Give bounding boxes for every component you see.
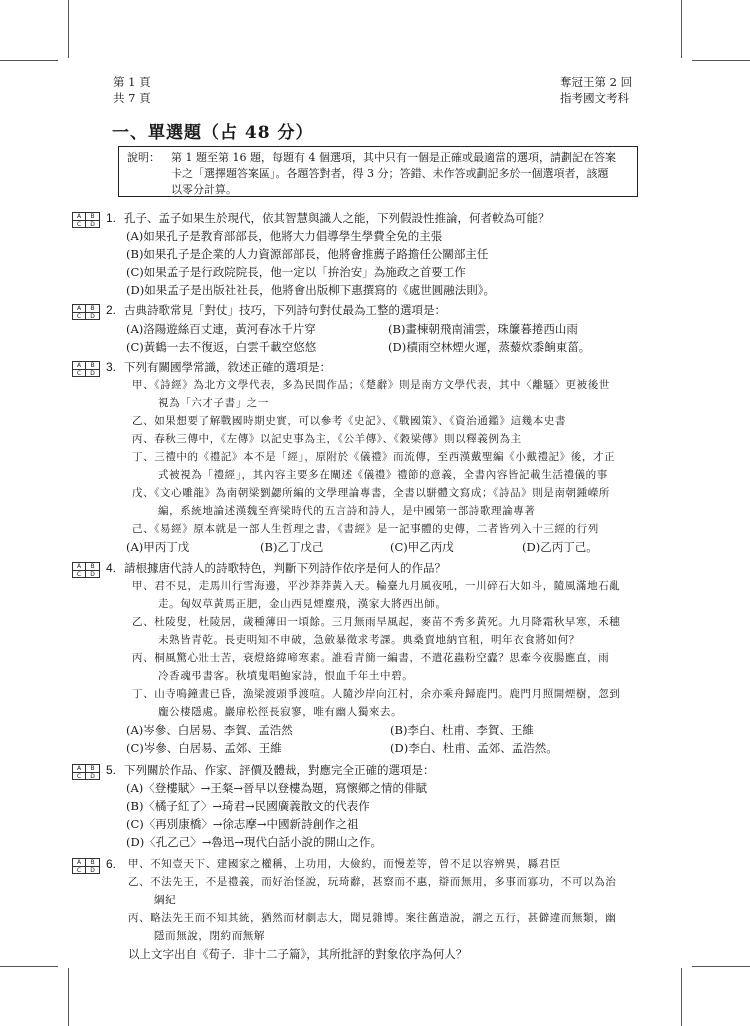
crop-mark [0, 60, 58, 61]
crop-mark [0, 966, 58, 967]
option-a[interactable]: (A)岑參、白居易、李賀、孟浩然 [126, 723, 293, 737]
option-d[interactable]: (D)如果孟子是出版社社長，他將會出版柳下惠撰寫的《處世圓融法則》。 [126, 283, 495, 297]
crop-mark [692, 966, 750, 967]
option-d[interactable]: (D)積雨空林煙火遲，蒸藜炊黍餉東菑。 [388, 340, 591, 354]
option-b[interactable]: (B)李白、杜甫、李賀、王維 [390, 723, 534, 737]
option-a[interactable]: (A)甲丙丁戊 [126, 540, 190, 554]
question-number: 2. [106, 303, 117, 317]
passage-line: 甲、不知壹天下、建國家之權稱，上功用，大儉約，而慢差等，曾不足以容辨異，縣君臣 [128, 858, 561, 870]
passage-line: 戊、《文心雕龍》為南朝梁劉勰所編的文學理論專書，全書以駢體文寫成；《詩品》則是南朝鍾嶸所 [132, 487, 610, 499]
crop-mark [681, 0, 682, 58]
option-d[interactable]: (D)〈孔乙己〉→魯迅→現代白話小說的開山之作。 [126, 835, 382, 849]
option-b[interactable]: (B)乙丁戊己 [260, 540, 324, 554]
option-d[interactable]: (D)乙丙丁己。 [522, 540, 598, 554]
question-stem: 下列有關國學常識，敘述正確的選項是： [124, 360, 331, 374]
answer-bubble-box[interactable]: A B C D [72, 764, 100, 780]
question-stem: 下列關於作品、作家、評價及體裁，對應完全正確的選項是： [124, 763, 435, 777]
option-a[interactable]: (A)〈登樓賦〉→王粲→晉早以登樓為題，寫懷鄉之情的俳賦 [126, 781, 428, 795]
instructions-box [118, 146, 638, 197]
crop-mark [681, 968, 682, 1026]
passage-line: 視為「六才子書」之一 [158, 397, 269, 409]
answer-bubble-box[interactable]: A B C D [72, 361, 100, 377]
option-c[interactable]: (C)〈再別康橋〉→徐志摩→中國新詩創作之祖 [126, 817, 359, 831]
section-title: 一、單選題（占 48 分） [112, 123, 314, 143]
instructions-line: 第 1 題至第 16 題，每題有 4 個選項，其中只有一個是正確或最適當的選項，請劃記在答案 [171, 151, 616, 164]
option-b[interactable]: (B)如果孔子是企業的人力資源部部長，他將會推薦子路擔任公關部主任 [126, 247, 489, 261]
passage-line: 丁、山寺鳴鐘晝已昏，漁梁渡頭爭渡喧。人隨沙岸向江村，余亦乘舟歸鹿門。鹿門月照開煙樹，忽到 [132, 688, 621, 700]
passage-line: 丁、三禮中的《禮記》本不是「經」，原附於《儀禮》而流傳，至西漢戴聖編《小戴禮記》後，才正 [132, 451, 616, 463]
passage-line: 丙、略法先王而不知其統，猶然而材劇志大，聞見雜博。案往舊造說，謂之五行，甚僻違而無類，幽 [128, 912, 617, 924]
option-a[interactable]: (A)如果孔子是教育部部長，他將大力倡導學生學費全免的主張 [126, 229, 443, 243]
answer-bubble-box[interactable]: A B C D [72, 212, 100, 228]
exam-subject: 指考國文考科 [560, 91, 629, 105]
passage-line: 隱而無說，閉約而無解 [154, 930, 265, 942]
instructions-line: 以零分計算。 [171, 183, 237, 196]
passage-line: 丙、春秋三傳中，《左傳》以記史事為主，《公羊傳》、《穀梁傳》則以釋義例為主 [132, 433, 522, 445]
option-d[interactable]: (D)李白、杜甫、孟郊、孟浩然。 [390, 741, 558, 755]
passage-line: 綱紀 [154, 894, 177, 906]
question-stem: 古典詩歌常見「對仗」技巧，下列詩句對仗最為工整的選項是： [124, 303, 446, 317]
passage-line: 甲、《詩經》為北方文學代表，多為民間作品；《楚辭》則是南方文學代表，其中〈離騷〉更被後世 [132, 379, 610, 391]
answer-bubble-box[interactable]: A B C D [72, 858, 100, 874]
passage-line: 甲、君不見，走馬川行雪海邊，平沙莽莽黃入天。輪臺九月風夜吼，一川碎石大如斗，隨風滿地石亂 [132, 580, 621, 592]
passage-line: 丙、桐風驚心壯士苦，衰燈絡緯啼寒素。誰看青簡一編書，不遣花蟲粉空蠹？思牽今夜腸應直，雨 [132, 652, 610, 664]
passage-line: 己、《易經》原本就是一部人生哲理之書，《書經》是一記事體的史傳，二者皆列入十三經的行列 [132, 523, 599, 535]
exam-name: 奪冠王第 2 回 [560, 75, 633, 89]
question-stem: 孔子、孟子如果生於現代，依其智慧與識人之能，下列假設性推論，何者較為可能？ [124, 211, 550, 225]
passage-line: 乙、不法先王，不是禮義，而好治怪說，玩琦辭，甚察而不惠，辯而無用，多事而寡功，不可以為治 [128, 876, 617, 888]
passage-line: 乙、杜陵叟，杜陵居，歲種薄田一頃餘。三月無雨旱風起，麥苗不秀多黃死。九月降霜秋早寒，禾穗 [132, 616, 621, 628]
option-b[interactable]: (B)畫棟朝飛南浦雲，珠簾暮捲西山雨 [388, 322, 578, 336]
instructions-line: 卡之「選擇題答案區」。各題答對者，得 3 分；答錯、未作答或劃記多於一個選項者，該題 [171, 167, 609, 180]
passage-line: 式被視為「禮經」，其內容主要多在闡述《儀禮》禮節的意義，全書內容皆記載生活禮儀的事 [158, 469, 608, 481]
option-c[interactable]: (C)黃鶴一去不復返，白雲千載空悠悠 [126, 340, 317, 354]
page-total: 共 7 頁 [113, 91, 151, 105]
option-c[interactable]: (C)岑參、白居易、孟郊、王維 [126, 741, 282, 755]
crop-mark [692, 60, 750, 61]
option-b[interactable]: (B)〈橘子紅了〉→琦君→民國廣義散文的代表作 [126, 799, 370, 813]
option-c[interactable]: (C)甲乙丙戊 [390, 540, 454, 554]
question-number: 3. [106, 360, 117, 374]
question-stem: 請根據唐代詩人的詩歌特色，判斷下列詩作依序是何人的作品？ [124, 561, 446, 575]
answer-bubble-box[interactable]: A B C D [72, 562, 100, 578]
option-a[interactable]: (A)洛陽遊絲百丈連，黃河春冰千片穿 [126, 322, 316, 336]
passage-line: 編，系統地論述漢魏至齊梁時代的五言詩和詩人，是中國第一部詩歌理論專著 [158, 505, 536, 517]
question-number: 5. [106, 763, 117, 777]
passage-line: 冷香魂弔書客。秋墳鬼唱鮑家詩，恨血千年土中碧。 [158, 670, 414, 682]
passage-line: 乙、如果想要了解戰國時期史實，可以參考《史記》、《戰國策》、《資治通鑑》這幾本史書 [132, 415, 567, 427]
question-stem: 以上文字出自《荀子．非十二子篇》，其所批評的對象依序為何人？ [128, 947, 468, 961]
answer-bubble-box[interactable]: A B C D [72, 304, 100, 320]
passage-line: 未熟皆青乾。長吏明知不申破，急斂暴徵求考課。典桑賣地納官租，明年衣食將如何？ [158, 634, 580, 646]
passage-line: 龐公棲隱處。巖扉松徑長寂寥，唯有幽人獨來去。 [158, 706, 403, 718]
question-number: 4. [106, 561, 117, 575]
page-number: 第 1 頁 [113, 75, 151, 89]
option-c[interactable]: (C)如果孟子是行政院院長，他一定以「拚治安」為施政之首要工作 [126, 265, 466, 279]
instructions-label: 說明： [127, 151, 160, 164]
question-number: 1. [106, 211, 117, 225]
passage-line: 走。匈奴草黃馬正肥，金山西見煙塵飛，漢家大將西出師。 [158, 598, 447, 610]
question-number: 6. [106, 857, 117, 871]
crop-mark [68, 0, 69, 58]
crop-mark [68, 968, 69, 1026]
